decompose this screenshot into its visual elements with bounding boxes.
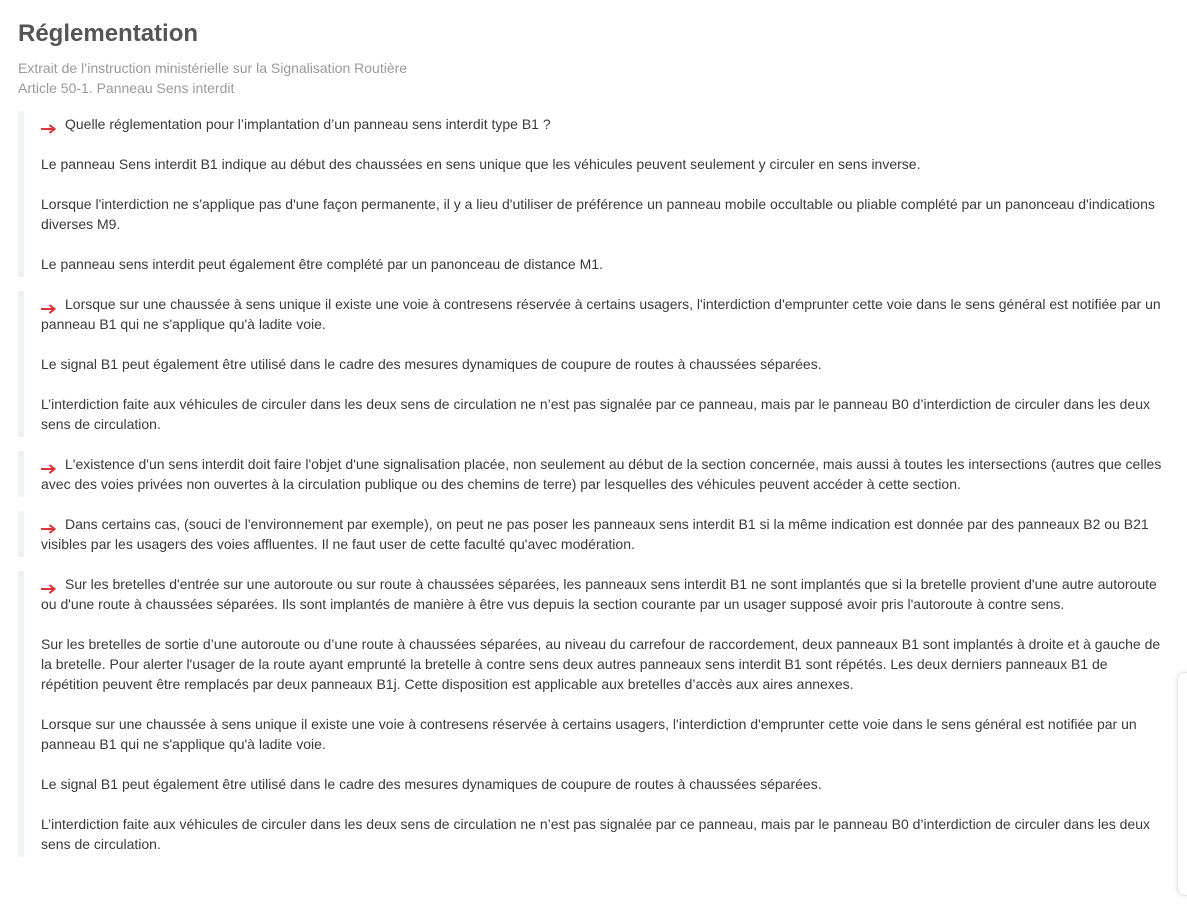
subtitle-source: Extrait de l’instruction ministérielle sur la Signalisation Routière (18, 60, 408, 76)
paragraph-text: Sur les bretelles de sortie d’une autoroute ou d’une route à chaussées séparées, au niveau du carrefour de raccordement, deux panneaux B1 sont implantés à droite et à gauche de la bretelle. Pour alerter l'usager de la route ayant emprunté la bretelle à contre sens deux autres panneaux sens interdit B1 sont répétés. Les deux derniers panneaux B1 de répétition peuvent être remplacés par deux panneaux B1j. Cette disposition est applicable aux bretelles d’accès aux aires annexes. (41, 636, 1161, 692)
block-lead-paragraph (41, 514, 1168, 554)
regulation-block (18, 511, 1168, 557)
arrow-right-icon (41, 119, 56, 129)
regulation-block (18, 291, 1168, 437)
paragraph-text: L’interdiction faite aux véhicules de circuler dans les deux sens de circulation ne n’est pas signalée par ce panneau, mais par le panneau B0 d’interdiction de circuler dans les deux sens de circulation. (41, 396, 1151, 432)
paragraph-text: Lorsque l'interdiction ne s'applique pas d'une façon permanente, il y a lieu d'utiliser de préférence un panneau mobile occultable ou pliable complété par un panonceau d'indications diverses M9. (41, 196, 1155, 232)
block-paragraph (41, 254, 1168, 274)
regulation-blocks (18, 111, 1168, 857)
paragraph-text: Sur les bretelles d'entrée sur une autoroute ou sur route à chaussées séparées, les panneaux sens interdit B1 ne sont implantés que si la bretelle provient d'une autre autoroute ou d'une route à chaussées séparées. Ils sont implantés de manière à être vus depuis la section courante par un usager supposé avoir pris l'autoroute à contre sens. (41, 576, 1157, 612)
regulation-block (18, 111, 1168, 277)
subtitle-article: Article 50-1. Panneau Sens interdit (18, 80, 235, 96)
block-paragraph (41, 194, 1168, 234)
paragraph-text: Dans certains cas, (souci de l'environnement par exemple), on peut ne pas poser les panneaux sens interdit B1 si la même indication est donnée par des panneaux B2 ou B21 visibles par les usagers des voies affluentes. Il ne faut user de cette faculté qu'avec modération. (41, 516, 1149, 552)
block-paragraph (41, 394, 1168, 434)
block-paragraph (41, 814, 1168, 854)
arrow-right-icon (41, 519, 56, 529)
block-paragraph (41, 154, 1168, 174)
block-paragraph (41, 774, 1168, 794)
paragraph-text: Le panneau Sens interdit B1 indique au début des chaussées en sens unique que les véhicules peuvent seulement y circuler en sens inverse. (41, 156, 921, 172)
block-lead-paragraph (41, 114, 1168, 134)
regulation-section (18, 0, 1168, 871)
side-panel-tab[interactable] (1177, 672, 1187, 896)
paragraph-text: Lorsque sur une chaussée à sens unique il existe une voie à contresens réservée à certains usagers, l'interdiction d'emprunter cette voie dans le sens général est notifiée par un panneau B1 qui ne s'applique qu'à ladite voie. (41, 716, 1137, 752)
paragraph-text: L'existence d'un sens interdit doit faire l'objet d'une signalisation placée, non seulement au début de la section concernée, mais aussi à toutes les intersections (autres que celles avec des voies privées non ouvertes à la circulation publique ou des chemins de terre) par lesquelles des véhicules peuvent accéder à cette section. (41, 456, 1162, 492)
block-paragraph (41, 354, 1168, 374)
paragraph-text: Quelle réglementation pour l’implantation d’un panneau sens interdit type B1 ? (65, 116, 551, 132)
arrow-right-icon (41, 299, 56, 309)
block-lead-paragraph (41, 574, 1168, 614)
block-lead-paragraph (41, 454, 1168, 494)
paragraph-text: Le panneau sens interdit peut également être complété par un panonceau de distance M1. (41, 256, 603, 272)
regulation-block (18, 571, 1168, 857)
block-lead-paragraph (41, 294, 1168, 334)
paragraph-text: Le signal B1 peut également être utilisé dans le cadre des mesures dynamiques de coupure de routes à chaussées séparées. (41, 776, 822, 792)
paragraph-text: Lorsque sur une chaussée à sens unique il existe une voie à contresens réservée à certains usagers, l'interdiction d'emprunter cette voie dans le sens général est notifiée par un panneau B1 qui ne s'applique qu'à ladite voie. (41, 296, 1161, 332)
page-title: Réglementation (18, 20, 199, 47)
arrow-right-icon (41, 579, 56, 589)
arrow-right-icon (41, 459, 56, 469)
block-paragraph (41, 634, 1168, 694)
paragraph-text: L’interdiction faite aux véhicules de circuler dans les deux sens de circulation ne n’est pas signalée par ce panneau, mais par le panneau B0 d’interdiction de circuler dans les deux sens de circulation. (41, 816, 1151, 852)
paragraph-text: Le signal B1 peut également être utilisé dans le cadre des mesures dynamiques de coupure de routes à chaussées séparées. (41, 356, 822, 372)
regulation-block (18, 451, 1168, 497)
page-subtitle (18, 58, 1168, 98)
block-paragraph (41, 714, 1168, 754)
